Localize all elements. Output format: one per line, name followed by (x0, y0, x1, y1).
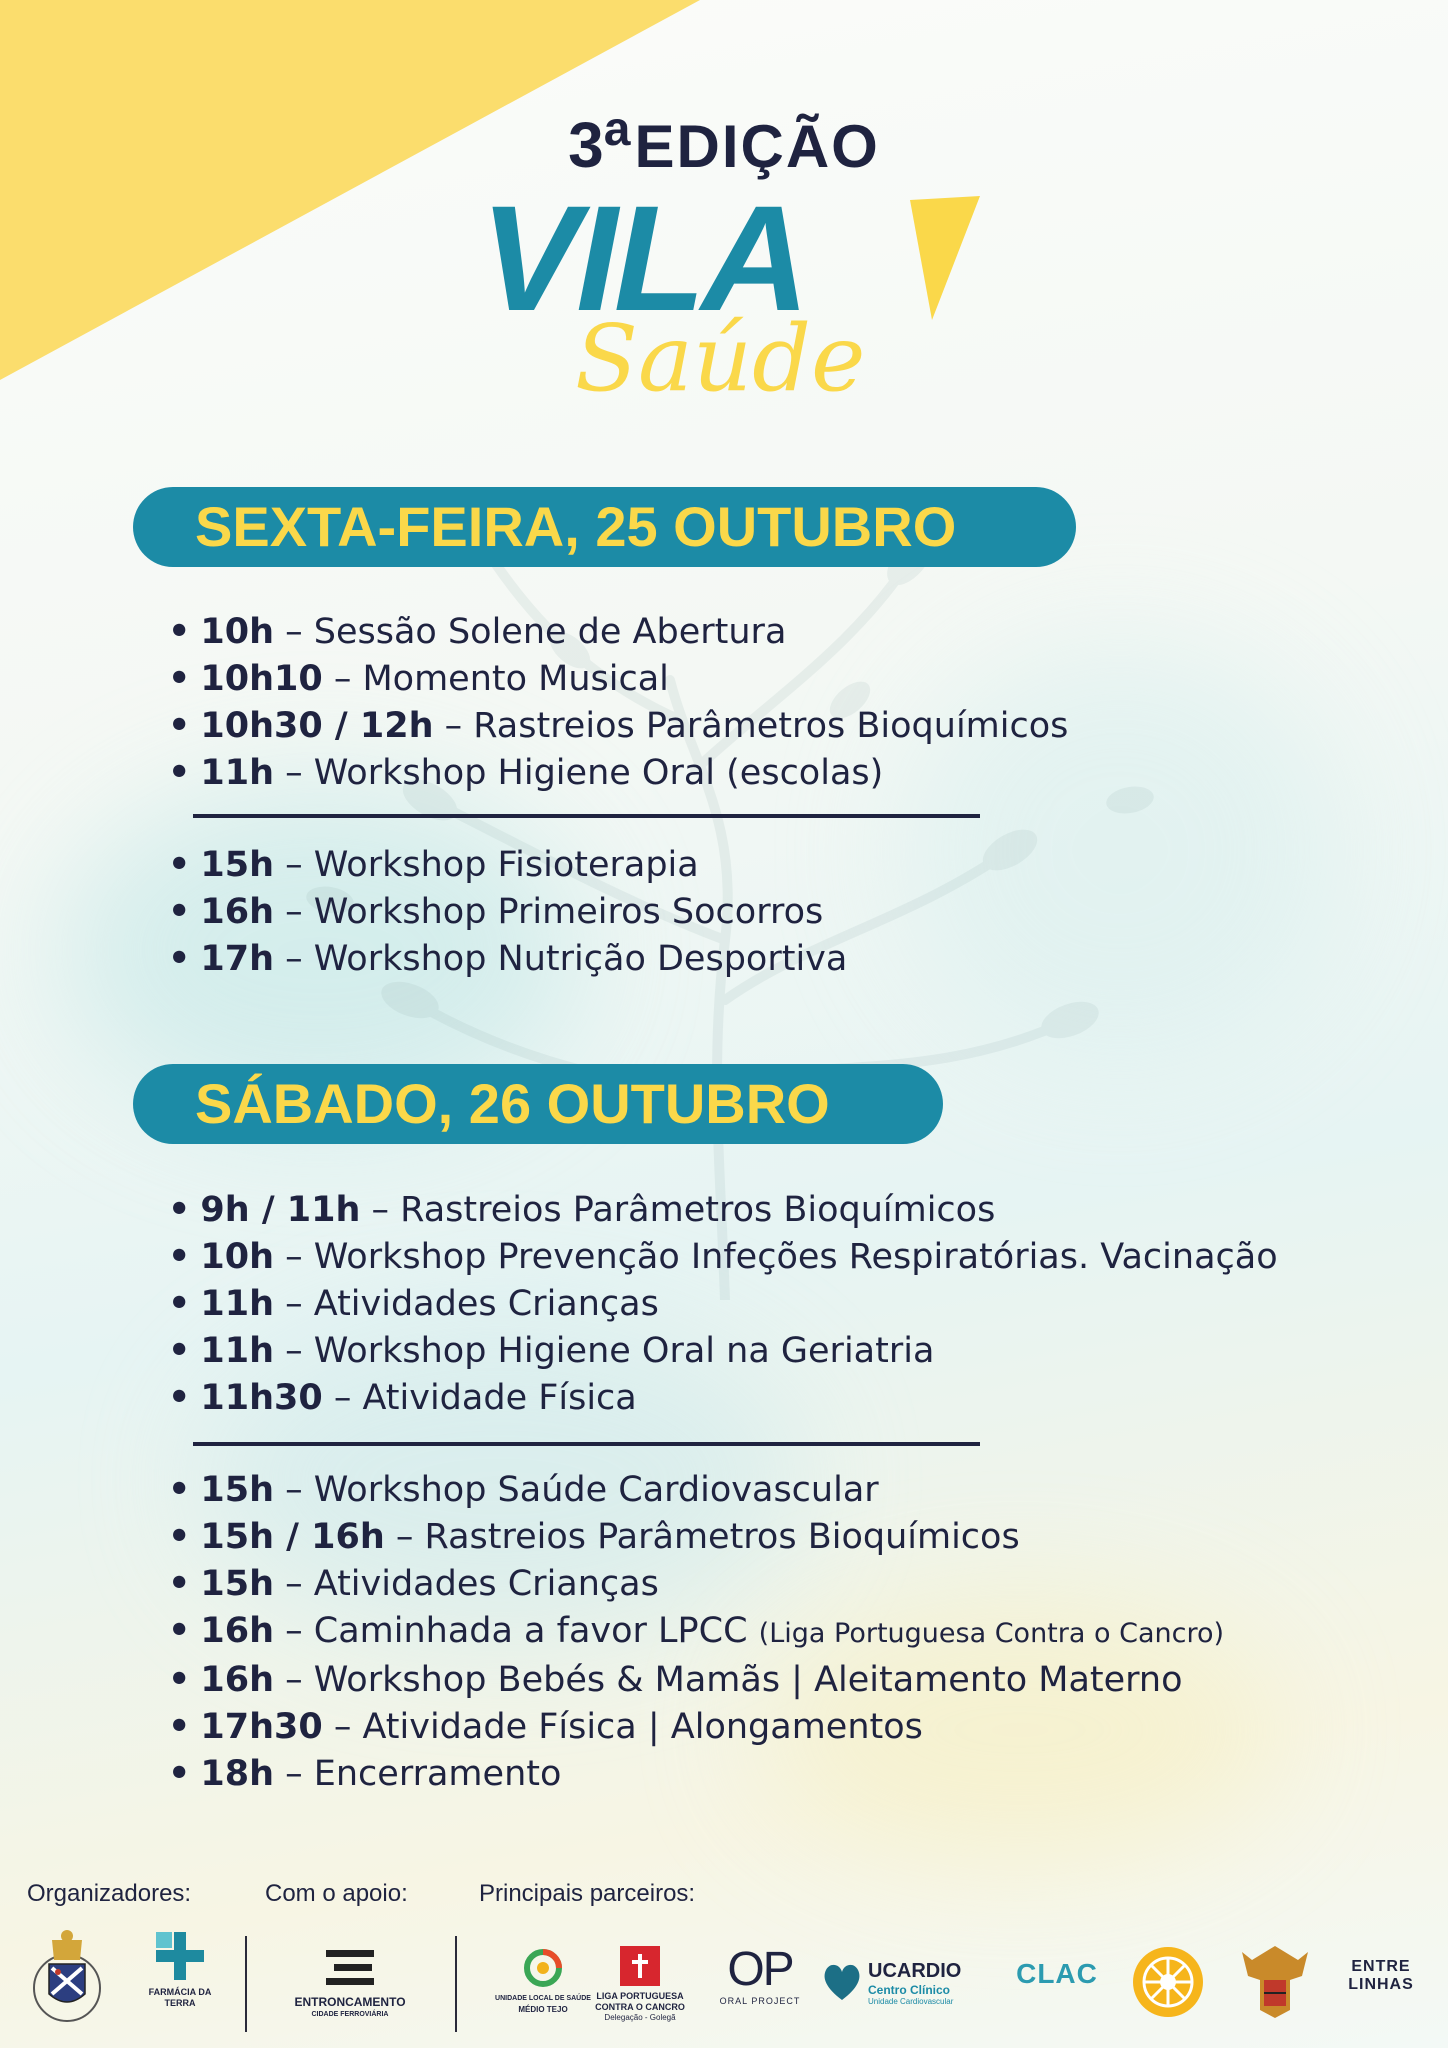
event-time: 15h (200, 1564, 274, 1604)
edition-suffix: a (603, 103, 631, 156)
event-text: – Atividade Física (322, 1378, 637, 1418)
ucardio-line3: Unidade Cardiovascular (868, 1997, 954, 2006)
bullet: • (168, 1660, 191, 1700)
footer-separator (455, 1936, 457, 2032)
event-text: – Rastreios Parâmetros Bioquímicos (433, 706, 1069, 746)
event-text: – Workshop Fisioterapia (274, 845, 699, 885)
bullet: • (168, 1378, 191, 1418)
event-time: 10h10 (200, 659, 323, 699)
event-time: 11h (200, 753, 274, 793)
event-time: 17h (200, 939, 274, 979)
ucardio-line2: Centro Clínico (868, 1983, 951, 1997)
event-text: – Workshop Nutrição Desportiva (274, 939, 848, 979)
eagle-crest-logo (1238, 1940, 1312, 2022)
farmacia-cross-icon (154, 1930, 206, 1982)
partners-label: Principais parceiros: (479, 1880, 696, 1907)
event-note: (Liga Portuguesa Contra o Cancro) (758, 1618, 1225, 1649)
event-text: – Sessão Solene de Abertura (274, 612, 787, 652)
event-text: – Rastreios Parâmetros Bioquímicos (384, 1517, 1020, 1557)
bullet: • (168, 1754, 191, 1794)
bullet: • (168, 1517, 191, 1557)
event-text: – Workshop Prevenção Infeções Respiratórias. Vacinação (274, 1237, 1278, 1277)
event-text: – Workshop Primeiros Socorros (274, 892, 824, 932)
op-mark: OP (727, 1943, 793, 1996)
bullet: • (168, 659, 191, 699)
organizers-label: Organizadores: (27, 1880, 192, 1907)
list-item (168, 656, 1068, 703)
bullet: • (168, 1470, 191, 1510)
clac-logo (1012, 1958, 1102, 1990)
bullet: • (168, 892, 191, 932)
schedule-friday-morning (168, 609, 1068, 797)
oral-project-logo (715, 1944, 805, 2006)
event-time: 16h (200, 1611, 274, 1651)
lpcc-line3: Delegação - Golegã (604, 2013, 676, 2022)
event-time: 15h (200, 845, 274, 885)
list-item (168, 1281, 1278, 1328)
list-item (168, 1751, 1224, 1798)
support-label: Com o apoio: (265, 1880, 408, 1907)
bullet: • (168, 1331, 191, 1371)
event-text: – Momento Musical (322, 659, 669, 699)
list-item (168, 842, 847, 889)
bullet: • (168, 1611, 191, 1651)
divider (193, 1442, 980, 1446)
ulsmt-line1: UNIDADE LOCAL DE SAÚDE (495, 1995, 591, 2002)
farmacia-name: FARMÁCIA DA TERRA (148, 1987, 212, 2008)
list-item (168, 889, 847, 936)
event-time: 11h30 (200, 1378, 323, 1418)
event-time: 10h30 / 12h (200, 706, 434, 746)
list-item (168, 1234, 1278, 1281)
entrelinhas-line1: ENTRE (1351, 1958, 1411, 1975)
list-item (168, 936, 847, 983)
list-item (168, 1561, 1224, 1608)
vila-saude-logo (480, 190, 980, 440)
bullet: • (168, 939, 191, 979)
bullet: • (168, 1190, 191, 1230)
bullet: • (168, 1284, 191, 1324)
heart-icon (822, 1960, 862, 2004)
list-item (168, 1375, 1278, 1422)
event-text: – Atividades Crianças (274, 1564, 659, 1604)
list-item (168, 750, 1068, 797)
event-time: 17h30 (200, 1707, 323, 1747)
list-item (168, 1514, 1224, 1561)
event-time: 11h (200, 1331, 274, 1371)
bullet: • (168, 753, 191, 793)
event-text: – Caminhada a favor LPCC (274, 1611, 759, 1651)
schedule-saturday-afternoon (168, 1467, 1224, 1798)
event-time: 15h / 16h (200, 1517, 385, 1557)
bullet: • (168, 845, 191, 885)
bullet: • (168, 612, 191, 652)
event-text: – Workshop Higiene Oral (escolas) (274, 753, 884, 793)
event-time: 10h (200, 612, 274, 652)
event-time: 16h (200, 892, 274, 932)
footer-separator (245, 1936, 247, 2032)
event-text: – Workshop Higiene Oral na Geriatria (274, 1331, 935, 1371)
edition-word: EDIÇÃO (634, 113, 880, 180)
divider (193, 814, 980, 818)
ulsmt-icon (523, 1948, 563, 1988)
confraria-seal-logo (32, 1922, 102, 2030)
rotary-logo (1130, 1944, 1206, 2020)
event-time: 15h (200, 1470, 274, 1510)
event-text: – Atividades Crianças (274, 1284, 659, 1324)
bullet: • (168, 706, 191, 746)
event-text: – Atividade Física | Alongamentos (322, 1707, 923, 1747)
event-time: 11h (200, 1284, 274, 1324)
bullet: • (168, 1237, 191, 1277)
event-text: – Workshop Saúde Cardiovascular (274, 1470, 879, 1510)
day-banner-saturday: SÁBADO, 26 OUTUBRO (133, 1064, 943, 1144)
list-item (168, 1608, 1224, 1657)
logo-title: VILA (480, 190, 806, 342)
entrelinhas-line2: LINHAS (1348, 1976, 1414, 1993)
op-name: ORAL PROJECT (719, 1996, 801, 2006)
entroncamento-icon (326, 1950, 374, 1990)
list-item (168, 1467, 1224, 1514)
ulsmt-line2: MÉDIO TEJO (518, 2005, 568, 2014)
schedule-saturday-morning (168, 1187, 1278, 1422)
entroncamento-logo (290, 1950, 410, 2020)
list-item (168, 609, 1068, 656)
event-text: – Encerramento (274, 1754, 562, 1794)
entroncamento-name: ENTRONCAMENTO (294, 1995, 406, 2009)
event-time: 16h (200, 1660, 274, 1700)
event-time: 9h / 11h (200, 1190, 361, 1230)
bullet: • (168, 1707, 191, 1747)
lpcc-icon (620, 1946, 660, 1986)
event-text: – Workshop Bebés & Mamãs | Aleitamento Materno (274, 1660, 1183, 1700)
ucardio-name: UCARDIO (868, 1960, 962, 1982)
list-item (168, 1328, 1278, 1375)
list-item (168, 1187, 1278, 1234)
logo-subtitle: Saúde (575, 305, 866, 412)
entroncamento-sub: CIDADE FERROVIÁRIA (311, 2011, 389, 2018)
bullet: • (168, 1564, 191, 1604)
clac-mark: CLAC (1016, 1958, 1098, 1989)
event-time: 10h (200, 1237, 274, 1277)
lpcc-line2: CONTRA O CANCRO (595, 2002, 685, 2012)
event-time: 18h (200, 1754, 274, 1794)
list-item (168, 1704, 1224, 1751)
list-item (168, 1657, 1224, 1704)
entrelinhas-logo (1336, 1958, 1426, 1994)
edition-title (0, 103, 1448, 182)
schedule-friday-afternoon (168, 842, 847, 983)
edition-number: 3 (568, 109, 604, 181)
lpcc-line1: LIGA PORTUGUESA (596, 1991, 684, 2001)
ucardio-logo (822, 1960, 992, 2006)
list-item (168, 703, 1068, 750)
farmacia-da-terra-logo (140, 1930, 220, 2009)
event-text: – Rastreios Parâmetros Bioquímicos (360, 1190, 996, 1230)
day-banner-friday: SEXTA-FEIRA, 25 OUTUBRO (133, 487, 1076, 567)
lpcc-logo (585, 1946, 695, 2022)
